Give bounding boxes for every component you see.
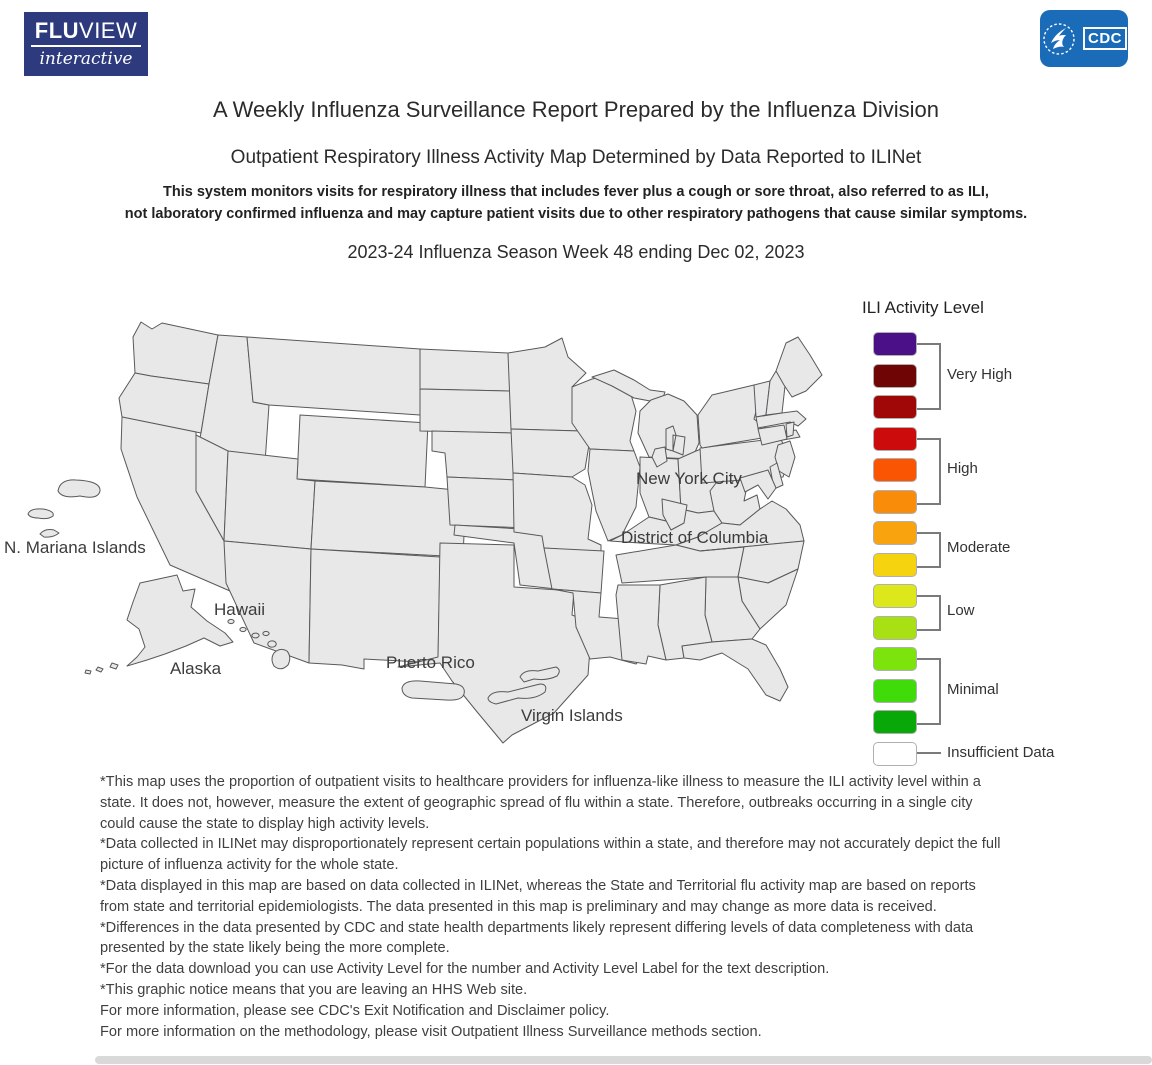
- legend-swatch-level-2: [873, 710, 917, 734]
- state-mississippi[interactable]: [616, 585, 666, 664]
- legend-bracket-low: [917, 595, 941, 631]
- label-alaska: Alaska: [170, 659, 222, 678]
- legend-swatch-level-5: [873, 616, 917, 640]
- footnote: For more information on the methodology, please visit Outpatient Illness Surveillance methods section.: [100, 1023, 762, 1040]
- legend-swatch-level-7: [873, 553, 917, 577]
- horizontal-scrollbar[interactable]: [95, 1056, 1152, 1064]
- state-montana[interactable]: [247, 337, 420, 415]
- legend-label-moderate: Moderate: [947, 538, 1011, 556]
- state-new-mexico[interactable]: [309, 549, 440, 669]
- state-wyoming[interactable]: [297, 415, 428, 487]
- system-note-line1: This system monitors visits for respiratory illness that includes fever plus a cough or sore throat, also referred to as ILI,: [163, 184, 989, 200]
- legend-title: ILI Activity Level: [862, 298, 984, 317]
- system-note-line2: not laboratory confirmed influenza and may capture patient visits due to other respiratory pathogens that cause similar symptoms.: [124, 206, 1028, 222]
- legend-swatch-level-6: [873, 584, 917, 608]
- state-iowa[interactable]: [511, 429, 589, 477]
- cdc-logo[interactable]: [1040, 10, 1128, 67]
- legend-swatch-level-1: [873, 742, 917, 766]
- season-week-label: 2023-24 Influenza Season Week 48 ending Dec 02, 2023: [347, 242, 805, 262]
- label-new-york-city: New York City: [636, 469, 742, 488]
- state-north-dakota[interactable]: [420, 349, 511, 391]
- territory-puerto-rico[interactable]: [402, 681, 464, 700]
- legend-swatch-level-13: [873, 364, 917, 388]
- legend-bracket-high: [917, 438, 941, 505]
- legend-swatch-level-11: [873, 427, 917, 451]
- legend-swatch-level-9: [873, 490, 917, 514]
- legend-label-high: High: [947, 460, 978, 477]
- label-district-of-columbia: District of Columbia: [621, 528, 769, 547]
- legend-label-very-high: Very High: [947, 365, 1013, 383]
- legend-bracket-moderate: [917, 532, 941, 568]
- footnote: *For the data download you can use Activity Level for the number and Activity Level Label for the text description.: [100, 961, 830, 978]
- label-virgin-islands: Virgin Islands: [521, 706, 623, 725]
- state-rhode-island[interactable]: [786, 422, 794, 437]
- territory-n-mariana-islands[interactable]: [28, 480, 100, 537]
- footnote: *Differences in the data presented by CDC and state health departments likely represent differing levels of data completeness with data presented by the state likely being the more complete.: [100, 919, 974, 957]
- label-n-mariana-islands: N. Mariana Islands: [4, 538, 146, 557]
- legend-label-minimal: Minimal: [947, 680, 999, 698]
- hhs-eagle-icon: [1041, 21, 1077, 57]
- cdc-wordmark: CDC: [1083, 27, 1127, 50]
- footnote: *This map uses the proportion of outpatient visits to healthcare providers for influenza-like illness to measure the ILI activity level within a state. It does not, however, measure the extent of geographic spread of flu within a state. Therefore, outbreaks occurring in a single city could cause the state to display high activity levels.: [100, 774, 981, 832]
- legend-swatch-level-10: [873, 458, 917, 482]
- legend-bracket-very-high: [917, 343, 941, 410]
- ili-activity-choropleth-map: [0, 285, 850, 765]
- legend-swatch-level-14: [873, 332, 917, 356]
- fluview-logo[interactable]: [24, 12, 148, 76]
- legend-label-low: Low: [947, 601, 975, 619]
- footnote: For more information, please see CDC's Exit Notification and Disclaimer policy.: [100, 1002, 610, 1019]
- footnote: *Data collected in ILINet may disproportionately represent certain populations within a state, and therefore may not accurately depict the full picture of influenza activity for the whole state.: [100, 836, 1001, 874]
- footnote: *This graphic notice means that you are leaving an HHS Web site.: [100, 981, 528, 998]
- fluview-wordmark: FLUVIEW: [31, 20, 142, 47]
- legend-label-insufficient-data: Insufficient Data: [947, 743, 1055, 761]
- page-subtitle: Outpatient Respiratory Illness Activity Map Determined by Data Reported to ILINet: [230, 147, 922, 168]
- footnotes: [100, 772, 1008, 1042]
- legend-swatch-level-12: [873, 395, 917, 419]
- state-arkansas[interactable]: [544, 548, 604, 593]
- ili-activity-legend: [858, 293, 1152, 785]
- legend-swatch-level-4: [873, 647, 917, 671]
- state-south-dakota[interactable]: [420, 389, 514, 433]
- label-puerto-rico: Puerto Rico: [386, 653, 475, 672]
- fluview-interactive-label: interactive: [39, 48, 133, 69]
- legend-swatch-level-8: [873, 521, 917, 545]
- footnote: *Data displayed in this map are based on data collected in ILINet, whereas the State and Territorial flu activity map are based on reports from state and territorial epidemiologists. The data presented in this map is preliminary and may change as more data is received.: [100, 877, 976, 915]
- label-hawaii: Hawaii: [214, 600, 266, 619]
- legend-bracket-minimal: [917, 658, 941, 725]
- legend-swatch-level-3: [873, 679, 917, 703]
- state-florida[interactable]: [682, 639, 788, 701]
- page-title: A Weekly Influenza Surveillance Report Prepared by the Influenza Division: [213, 97, 939, 122]
- legend-line-insufficient-data: [917, 752, 941, 754]
